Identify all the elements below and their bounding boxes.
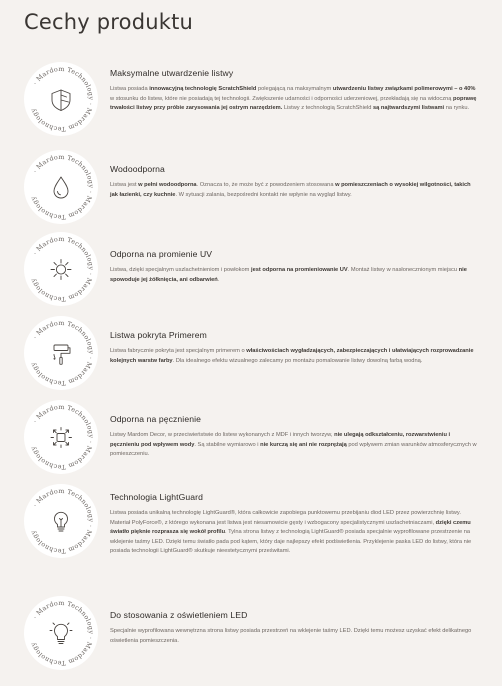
badge-ring-text: · Mardom Technology · Mardom Technology [29,403,95,471]
highlighted-text: nie kurczą się ani nie rozprężają [260,441,347,448]
highlighted-text: utwardzeniu listwy związkami polimerowymi – o 40% [332,86,476,92]
feature-description [110,181,480,200]
description-text: na rynku. [444,105,470,112]
description-text: Listwy Mardom Decor, w przeciwieństwie do listew wykonanych z MDF i innych tworzyw, [110,432,335,438]
highlighted-text: w pomieszczeniach o wysokiej wilgotności, takich jak łazienki, czy kuchnie [110,182,471,198]
paint-roller-icon [54,345,70,364]
badge-ring-text: · Mardom Technology · Mardom Technology [29,319,95,387]
water-drop-icon [54,177,68,198]
highlighted-text: jest odporna na promieniowanie UV [251,267,348,273]
description-text: . W sytuacji zalania, bezpośredni kontakt nie wpłynie na wygląd listwy. [175,191,352,198]
feature-description [110,627,480,646]
description-text: polegającą na maksymalnym [256,86,333,92]
description-text: Listwa, dzięki specjalnym uszlachetnieniom i powłokom [110,267,251,273]
description-text: pod wpływem zmian warunków atmosferycznych w pomieszczeniu. [110,441,477,458]
mardom-technology-badge [24,484,98,558]
mardom-technology-badge [24,316,98,390]
sun-icon [51,260,71,280]
highlighted-text: poprawę trwałości listwy przy próbie zarysowania jej ostrym narzędziem. [110,95,477,112]
mardom-technology-badge [24,150,98,224]
feature-description [110,266,480,285]
highlighted-text: dzięki czemu światło pięknie rozprasza się wokół profilu [110,519,471,536]
description-text: . Dla idealnego efektu wizualnego zalecamy po montażu pomalowanie listwy dowolną farbą wodną. [172,357,423,364]
expand-arrows-icon [51,428,72,448]
badge-ring-text: · Mardom Technology · Mardom Technology [29,153,95,221]
feature-title: Maksymalne utwardzenie listwy [110,68,234,78]
feature-title: Technologia LightGuard [110,492,203,502]
highlighted-text: w pełni wodoodporna [138,182,197,188]
section-heading: Cechy produktu [24,10,194,34]
description-text: Listwa jest [110,182,139,188]
description-text: . Są stabilne wymiarowo i [194,441,261,448]
mardom-technology-badge [24,232,98,306]
highlighted-text: właściwościach wygładzających, zabezpieczających i ułatwiających rozprowadzanie kolejnych warstw farby [110,348,474,364]
description-text: Listwy z technologią ScratchShield [282,105,373,112]
feature-title: Do stosowania z oświetleniem LED [110,610,248,620]
description-text: . Tylna strona listwy z technologią LightGuard® posiada specjalnie wyprofilowane przestrzenie na wklejenie taśmy LED. Dzięki temu światło pada pod kątem, który daje najlepszy efekt podświetlenia. Przyklejenie paska LED do listwy, która nie posiada technologii LightGuard® skutkuje nieestetycznymi prześwitami. [110,529,472,555]
feature-title: Listwa pokryta Primerem [110,330,207,340]
highlighted-text: nie ulegają odkształceniu, rozwarstwieniu i pęcznieniu pod wpływem wody [110,432,451,448]
badge-ring-text: · Mardom Technology · Mardom Technology [29,235,95,303]
highlighted-text: są najtwardszymi listwami [373,105,445,112]
led-bulb-icon [50,623,72,644]
badge-ring-text: · Mardom Technology · Mardom Technology [29,599,95,667]
feature-description [110,347,480,366]
description-text: Specjalnie wyprofilowana wewnętrzna strona listwy posiada przestrzeń na wklejenie taśmy LED. Dzięki temu możesz uzyskać efekt delikatnego oświetlenia pomieszczenia. [110,628,472,644]
highlighted-text: nie spowoduje jej żółknięcia, ani odbarwień [110,267,467,283]
description-text: Listwa posiada unikalną technologię LightGuard®, która całkowicie zapobiega punktowemu przebijaniu diod LED przez powierzchnię listwy. Materiał PolyForce®, z którego wykonana jest listwa jest niesamowicie gęsty i wzbogacony specjalistycznymi uszlachetniaczami, [110,510,461,526]
description-text: Listwa posiada [110,86,150,92]
description-text: . Montaż listwy w nasłonecznionym miejscu [347,267,459,273]
badge-ring-text: · Mardom Technology · Mardom Technology [29,487,95,555]
light-bulb-icon [55,512,68,531]
feature-title: Odporna na promienie UV [110,249,213,259]
feature-description [110,431,480,460]
mardom-technology-badge [24,596,98,670]
feature-description [110,509,480,557]
description-text: . [217,276,220,283]
feature-title: Wodoodporna [110,164,165,174]
shield-icon [52,90,70,111]
description-text: . Oznacza to, że może być z powodzeniem stosowana [196,182,336,188]
description-text: Listwa fabrycznie pokryta jest specjalnym primerem o [110,348,247,354]
feature-description [110,85,480,114]
mardom-technology-badge [24,400,98,474]
badge-ring-text: · Mardom Technology · Mardom Technology [29,65,95,133]
highlighted-text: innowacyjną technologię ScratchShield [149,86,257,92]
description-text: w stosunku do listew, które nie posiadają tej technologii. Zwiększenie udarności i odporności uderzeniowej, przekładają się na widoczną [110,95,454,102]
mardom-technology-badge [24,62,98,136]
feature-title: Odporna na pęcznienie [110,414,201,424]
